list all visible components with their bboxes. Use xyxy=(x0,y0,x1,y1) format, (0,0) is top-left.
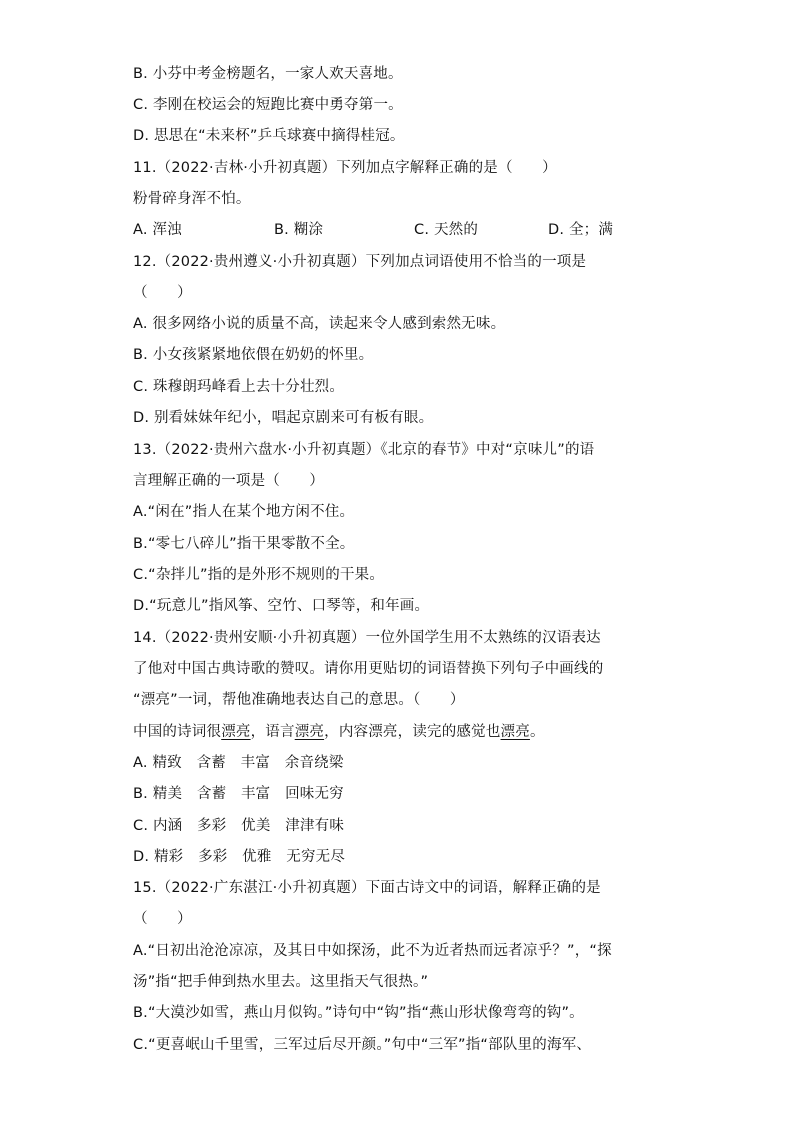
q10-option-b: B. 小芬中考金榜题名，一家人欢天喜地。 xyxy=(133,66,403,82)
q13-option-d: D.“玩意儿”指风筝、空竹、口琴等，和年画。 xyxy=(133,598,430,614)
q14-text-2: ，语言 xyxy=(250,724,295,740)
q15-option-a-cont: 汤”指“把手伸到热水里去。这里指天气很热。” xyxy=(133,974,429,990)
q14-option-a: A. 精致 含蓄 丰富 余音绕梁 xyxy=(133,755,344,771)
q12-option-d: D. 别看妹妹年纪小，唱起京剧来可有板有眼。 xyxy=(133,410,434,426)
q12-option-a: A. 很多网络小说的质量不高，读起来令人感到索然无味。 xyxy=(133,316,506,332)
q11-option-a: A. 浑浊 xyxy=(133,222,182,238)
q14-title-cont2: “漂亮”一词，帮他准确地表达自己的意思。（ ） xyxy=(133,692,465,708)
q14-title: 14.（2022·贵州安顺·小升初真题）一位外国学生用不太熟练的汉语表达 xyxy=(133,630,601,646)
q11-option-b: B. 糊涂 xyxy=(274,222,324,238)
q13-option-b: B.“零七八碎儿”指干果零散不全。 xyxy=(133,536,355,552)
q11-option-d: D. 全；满 xyxy=(548,222,614,238)
q11-option-c: C. 天然的 xyxy=(414,222,479,238)
q12-option-c: C. 珠穆朗玛峰看上去十分壮烈。 xyxy=(133,379,345,395)
q13-title: 13.（2022·贵州六盘水·小升初真题）《北京的春节》中对“京味儿”的语 xyxy=(133,442,595,458)
q11-stem: 粉骨碎身浑不怕。 xyxy=(133,191,251,207)
q15-option-a: A.“日初出沧沧凉凉，及其日中如探汤，此不为近者热而远者凉乎？”，“探 xyxy=(133,943,612,959)
q14-underline-3: 漂亮 xyxy=(500,724,530,740)
q13-option-c: C.“杂拌儿”指的是外形不规则的干果。 xyxy=(133,567,385,583)
q15-option-b: B.“大漠沙如雪，燕山月似钩。”诗句中“钩”指“燕山形状像弯弯的钩”。 xyxy=(133,1005,584,1021)
q14-option-d: D. 精彩 多彩 优雅 无穷无尽 xyxy=(133,849,346,865)
q12-option-b: B. 小女孩紧紧地依偎在奶奶的怀里。 xyxy=(133,347,374,363)
q14-underline-1: 漂亮 xyxy=(221,724,251,740)
q10-option-c: C. 李刚在校运会的短跑比赛中勇夺第一。 xyxy=(133,97,403,113)
q12-blank: （ ） xyxy=(133,285,192,301)
q14-text-3: ，内容漂亮，读完的感觉也 xyxy=(324,724,501,740)
q11-title: 11.（2022·吉林·小升初真题）下列加点字解释正确的是（ ） xyxy=(133,160,557,176)
q15-blank: （ ） xyxy=(133,911,192,927)
q15-title: 15.（2022·广东湛江·小升初真题）下面古诗文中的词语，解释正确的是 xyxy=(133,880,601,896)
q14-underline-2: 漂亮 xyxy=(294,724,325,740)
q15-option-c: C.“更喜岷山千里雪，三军过后尽开颜。”句中“三军”指“部队里的海军、 xyxy=(133,1037,592,1053)
q14-sentence xyxy=(133,722,693,742)
q14-text-end: 。 xyxy=(529,724,545,740)
q13-title-cont: 言理解正确的一项是（ ） xyxy=(133,473,325,489)
q13-option-a: A.“闲在”指人在某个地方闲不住。 xyxy=(133,504,355,520)
q10-option-d: D. 思思在“未来杯”乒乓球赛中摘得桂冠。 xyxy=(133,128,405,144)
q14-option-b: B. 精美 含蓄 丰富 回味无穷 xyxy=(133,786,344,802)
q14-title-cont: 了他对中国古典诗歌的赞叹。请你用更贴切的词语替换下列句子中画线的 xyxy=(133,661,604,677)
q14-text-1: 中国的诗词很 xyxy=(133,724,222,740)
q14-option-c: C. 内涵 多彩 优美 津津有味 xyxy=(133,818,345,834)
q11-options xyxy=(133,220,653,240)
q12-title: 12.（2022·贵州遵义·小升初真题）下列加点词语使用不恰当的一项是 xyxy=(133,254,587,270)
